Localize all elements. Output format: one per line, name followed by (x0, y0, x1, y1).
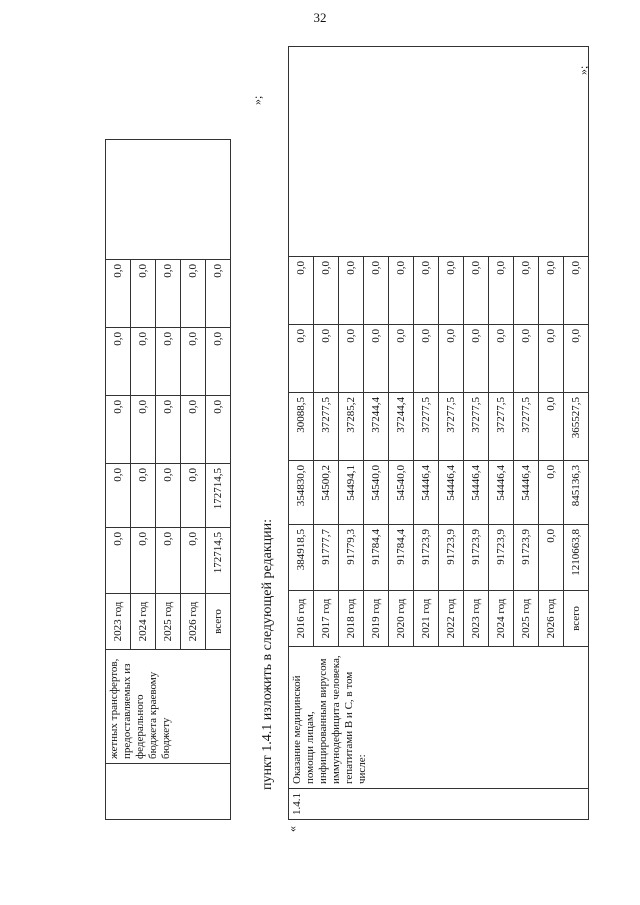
value-cell: 0,0 (156, 328, 181, 396)
value-cell: 54500,2 (314, 461, 339, 525)
year-cell: 2017 год (314, 591, 339, 647)
year-cell: 2025 год (156, 594, 181, 650)
value-cell: 0,0 (131, 396, 156, 464)
value-cell: 0,0 (106, 464, 131, 528)
value-cell: 54446,4 (514, 461, 539, 525)
value-cell: 0,0 (514, 325, 539, 393)
value-cell: 0,0 (464, 257, 489, 325)
bottom-table-body (289, 47, 589, 820)
bottom-table-block (288, 46, 589, 820)
year-cell: 2026 год (181, 594, 206, 650)
year-cell: 2024 год (131, 594, 156, 650)
value-cell: 0,0 (539, 325, 564, 393)
value-cell: 0,0 (364, 325, 389, 393)
value-cell: 0,0 (564, 325, 589, 393)
value-cell: 1210663,8 (564, 525, 589, 591)
value-cell: 0,0 (314, 325, 339, 393)
rotated-page-content (20, 20, 620, 880)
value-cell: 0,0 (131, 528, 156, 594)
value-cell: 91784,4 (389, 525, 414, 591)
page-number: 32 (313, 10, 327, 25)
top-table (105, 139, 231, 820)
top-table-body (106, 140, 231, 820)
value-cell: 54540,0 (364, 461, 389, 525)
value-cell: 37277,5 (464, 393, 489, 461)
table-row (106, 140, 131, 820)
value-cell: 0,0 (539, 257, 564, 325)
value-cell: 0,0 (439, 325, 464, 393)
value-cell: 354830,0 (289, 461, 314, 525)
value-cell: 0,0 (106, 328, 131, 396)
value-cell: 0,0 (564, 257, 589, 325)
value-cell: 37277,5 (439, 393, 464, 461)
value-cell: 0,0 (181, 528, 206, 594)
value-cell: 0,0 (339, 325, 364, 393)
value-cell: 91779,3 (339, 525, 364, 591)
value-cell: 54446,4 (489, 461, 514, 525)
value-cell: 0,0 (314, 257, 339, 325)
value-cell: 0,0 (131, 260, 156, 328)
value-cell: 0,0 (181, 328, 206, 396)
value-cell: 91723,9 (439, 525, 464, 591)
amendment-caption: пункт 1.4.1 изложить в следующей редакции: (260, 519, 275, 790)
value-cell: 37285,2 (339, 393, 364, 461)
row-code: 1.4.1 (289, 789, 589, 820)
value-cell: 0,0 (389, 257, 414, 325)
value-cell: 91784,4 (364, 525, 389, 591)
value-cell: 0,0 (489, 325, 514, 393)
value-cell: 0,0 (289, 257, 314, 325)
year-cell: 2026 год (539, 591, 564, 647)
value-cell: 0,0 (106, 260, 131, 328)
opening-quote: « (285, 826, 299, 832)
value-cell: 0,0 (106, 396, 131, 464)
value-cell: 0,0 (156, 396, 181, 464)
table-row (289, 47, 314, 820)
row-description: жетных трансфертов, предоставляемых из федерального бюджета краевому бюджету (106, 650, 231, 764)
value-cell: 172714,5 (206, 464, 231, 528)
value-cell: 37244,4 (389, 393, 414, 461)
value-cell: 0,0 (364, 257, 389, 325)
bottom-closing-quote: »; (576, 65, 590, 75)
value-cell: 0,0 (181, 260, 206, 328)
value-cell: 0,0 (539, 393, 564, 461)
year-cell: 2023 год (106, 594, 131, 650)
value-cell: 37244,4 (364, 393, 389, 461)
value-cell: 91723,9 (464, 525, 489, 591)
bottom-table (288, 46, 589, 820)
top-table-block (105, 139, 231, 820)
blank-cell (106, 140, 231, 260)
value-cell: 0,0 (389, 325, 414, 393)
year-cell: 2025 год (514, 591, 539, 647)
value-cell: 172714,5 (206, 528, 231, 594)
value-cell: 0,0 (489, 257, 514, 325)
year-cell: 2021 год (414, 591, 439, 647)
row-code-cell (106, 764, 231, 820)
year-cell: 2024 год (489, 591, 514, 647)
year-cell: 2018 год (339, 591, 364, 647)
year-cell: 2019 год (364, 591, 389, 647)
blank-cell (289, 47, 589, 257)
value-cell: 0,0 (289, 325, 314, 393)
value-cell: 0,0 (156, 260, 181, 328)
value-cell: 0,0 (156, 528, 181, 594)
value-cell: 37277,5 (414, 393, 439, 461)
value-cell: 0,0 (539, 525, 564, 591)
year-cell: всего (564, 591, 589, 647)
value-cell: 91723,9 (489, 525, 514, 591)
year-cell: 2020 год (389, 591, 414, 647)
value-cell: 384918,5 (289, 525, 314, 591)
top-closing-quote: »; (250, 95, 264, 105)
value-cell: 91723,9 (514, 525, 539, 591)
value-cell: 0,0 (539, 461, 564, 525)
value-cell: 37277,5 (489, 393, 514, 461)
value-cell: 845136,3 (564, 461, 589, 525)
value-cell: 54446,4 (464, 461, 489, 525)
year-cell: 2016 год (289, 591, 314, 647)
value-cell: 54446,4 (439, 461, 464, 525)
value-cell: 0,0 (131, 328, 156, 396)
value-cell: 37277,5 (514, 393, 539, 461)
value-cell: 91777,7 (314, 525, 339, 591)
value-cell: 91723,9 (414, 525, 439, 591)
year-cell: 2022 год (439, 591, 464, 647)
value-cell: 0,0 (464, 325, 489, 393)
value-cell: 30088,5 (289, 393, 314, 461)
value-cell: 37277,5 (314, 393, 339, 461)
value-cell: 54494,1 (339, 461, 364, 525)
value-cell: 0,0 (106, 528, 131, 594)
year-cell: 2023 год (464, 591, 489, 647)
value-cell: 0,0 (181, 396, 206, 464)
value-cell: 0,0 (414, 325, 439, 393)
value-cell: 54446,4 (414, 461, 439, 525)
value-cell: 54540,0 (389, 461, 414, 525)
year-cell: всего (206, 594, 231, 650)
row-description: Оказание медицинской помощи лицам, инфицированным вирусом иммунодефицита человека, гепатитами В и С, в том числе: (289, 647, 589, 789)
value-cell: 0,0 (206, 396, 231, 464)
value-cell: 0,0 (514, 257, 539, 325)
value-cell: 0,0 (181, 464, 206, 528)
value-cell: 365527,5 (564, 393, 589, 461)
value-cell: 0,0 (439, 257, 464, 325)
value-cell: 0,0 (156, 464, 181, 528)
value-cell: 0,0 (206, 328, 231, 396)
value-cell: 0,0 (339, 257, 364, 325)
value-cell: 0,0 (206, 260, 231, 328)
value-cell: 0,0 (131, 464, 156, 528)
value-cell: 0,0 (414, 257, 439, 325)
